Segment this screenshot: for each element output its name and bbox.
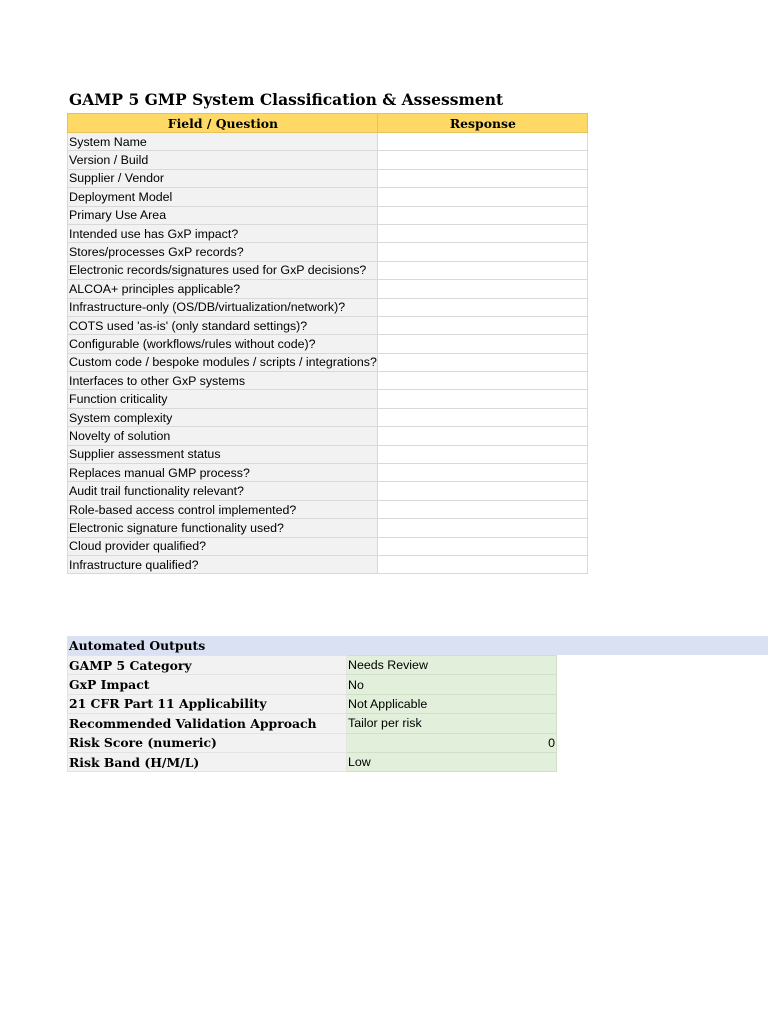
- response-cell[interactable]: [377, 464, 587, 482]
- output-label: Risk Band (H/M/L): [68, 752, 347, 771]
- output-value[interactable]: Low: [347, 752, 557, 771]
- response-header: Response: [377, 114, 587, 133]
- question-cell: Replaces manual GMP process?: [68, 464, 378, 482]
- response-cell[interactable]: [377, 445, 587, 463]
- form-row: [68, 445, 588, 463]
- assessment-form-table: [67, 113, 588, 574]
- response-cell[interactable]: [377, 427, 587, 445]
- response-cell[interactable]: [377, 261, 587, 279]
- question-cell: Electronic signature functionality used?: [68, 519, 378, 537]
- question-cell: Novelty of solution: [68, 427, 378, 445]
- output-label: GxP Impact: [68, 675, 347, 694]
- form-row: [68, 519, 588, 537]
- sheet-title: GAMP 5 GMP System Classification & Assessment: [69, 90, 504, 109]
- form-row: [68, 206, 588, 224]
- form-row: [68, 169, 588, 187]
- question-cell: Supplier / Vendor: [68, 169, 378, 187]
- form-header-row: [68, 114, 588, 133]
- form-body: [68, 133, 588, 574]
- response-cell[interactable]: [377, 298, 587, 316]
- form-row: [68, 261, 588, 279]
- form-row: [68, 555, 588, 573]
- question-cell: ALCOA+ principles applicable?: [68, 280, 378, 298]
- form-row: [68, 408, 588, 426]
- question-cell: Audit trail functionality relevant?: [68, 482, 378, 500]
- form-row: [68, 353, 588, 371]
- output-value[interactable]: Needs Review: [347, 656, 557, 675]
- question-cell: Supplier assessment status: [68, 445, 378, 463]
- question-cell: Role-based access control implemented?: [68, 500, 378, 518]
- response-cell[interactable]: [377, 500, 587, 518]
- output-row: [68, 714, 557, 733]
- response-cell[interactable]: [377, 390, 587, 408]
- output-label: GAMP 5 Category: [68, 656, 347, 675]
- outputs-body: [68, 656, 557, 772]
- form-row: [68, 151, 588, 169]
- form-row: [68, 224, 588, 242]
- output-row: [68, 752, 557, 771]
- form-row: [68, 133, 588, 151]
- automated-outputs-table: [67, 655, 557, 772]
- response-cell[interactable]: [377, 408, 587, 426]
- question-cell: COTS used 'as-is' (only standard settings)?: [68, 316, 378, 334]
- output-value[interactable]: No: [347, 675, 557, 694]
- response-cell[interactable]: [377, 519, 587, 537]
- form-row: [68, 500, 588, 518]
- response-cell[interactable]: [377, 206, 587, 224]
- form-row: [68, 188, 588, 206]
- question-cell: Function criticality: [68, 390, 378, 408]
- response-cell[interactable]: [377, 316, 587, 334]
- form-row: [68, 464, 588, 482]
- form-row: [68, 335, 588, 353]
- form-row: [68, 280, 588, 298]
- response-cell[interactable]: [377, 555, 587, 573]
- response-cell[interactable]: [377, 335, 587, 353]
- response-cell[interactable]: [377, 169, 587, 187]
- response-cell[interactable]: [377, 188, 587, 206]
- question-cell: System Name: [68, 133, 378, 151]
- output-row: [68, 656, 557, 675]
- response-cell[interactable]: [377, 353, 587, 371]
- question-cell: Cloud provider qualified?: [68, 537, 378, 555]
- question-cell: Configurable (workflows/rules without code)?: [68, 335, 378, 353]
- form-row: [68, 316, 588, 334]
- form-row: [68, 427, 588, 445]
- output-label: Risk Score (numeric): [68, 733, 347, 752]
- output-value[interactable]: Tailor per risk: [347, 714, 557, 733]
- question-cell: Interfaces to other GxP systems: [68, 372, 378, 390]
- question-cell: Custom code / bespoke modules / scripts / integrations?: [68, 353, 378, 371]
- question-cell: Version / Build: [68, 151, 378, 169]
- automated-outputs-heading: Automated Outputs: [67, 636, 768, 655]
- response-cell[interactable]: [377, 482, 587, 500]
- output-row: [68, 675, 557, 694]
- form-row: [68, 390, 588, 408]
- question-cell: System complexity: [68, 408, 378, 426]
- output-value[interactable]: Not Applicable: [347, 694, 557, 713]
- form-row: [68, 372, 588, 390]
- form-row: [68, 298, 588, 316]
- question-cell: Infrastructure-only (OS/DB/virtualization/network)?: [68, 298, 378, 316]
- response-cell[interactable]: [377, 280, 587, 298]
- question-cell: Stores/processes GxP records?: [68, 243, 378, 261]
- response-cell[interactable]: [377, 224, 587, 242]
- response-cell[interactable]: [377, 151, 587, 169]
- response-cell[interactable]: [377, 372, 587, 390]
- question-cell: Primary Use Area: [68, 206, 378, 224]
- form-row: [68, 243, 588, 261]
- form-row: [68, 482, 588, 500]
- output-label: Recommended Validation Approach: [68, 714, 347, 733]
- output-row: [68, 694, 557, 713]
- form-row: [68, 537, 588, 555]
- response-cell[interactable]: [377, 133, 587, 151]
- question-cell: Deployment Model: [68, 188, 378, 206]
- response-cell[interactable]: [377, 243, 587, 261]
- field-question-header: Field / Question: [68, 114, 378, 133]
- response-cell[interactable]: [377, 537, 587, 555]
- question-cell: Electronic records/signatures used for GxP decisions?: [68, 261, 378, 279]
- output-value[interactable]: 0: [347, 733, 557, 752]
- output-row: [68, 733, 557, 752]
- question-cell: Infrastructure qualified?: [68, 555, 378, 573]
- output-label: 21 CFR Part 11 Applicability: [68, 694, 347, 713]
- question-cell: Intended use has GxP impact?: [68, 224, 378, 242]
